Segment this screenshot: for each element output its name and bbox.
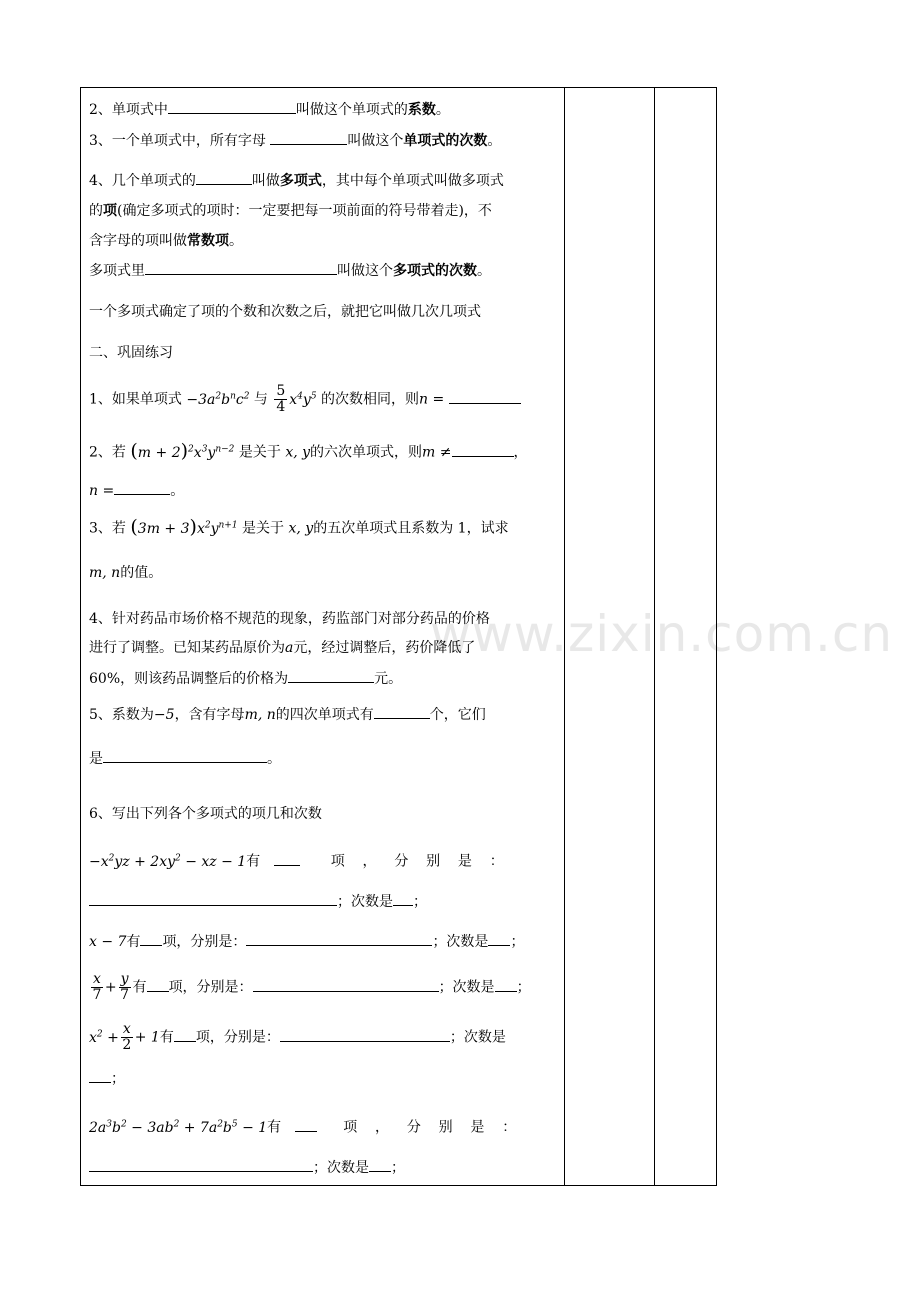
exercise-4-line2: 进行了调整。已知某药品原价为a元，经过调整后，药价降低了 bbox=[89, 640, 476, 656]
watermark: www.zixin.com.cn bbox=[430, 605, 894, 663]
blank[interactable] bbox=[393, 891, 413, 906]
exercise-1: 1、如果单项式 $-3a^2b^nc^2$ 与 $\frac{5}{4}$ $x^4y^5$ 的次数相同，则n = bbox=[89, 384, 521, 415]
def-coefficient: 2、单项式中 叫做这个单项式的系数。 bbox=[89, 99, 450, 121]
def-polynomial-degree: 多项式里 叫做这个多项式的次数。 bbox=[89, 260, 491, 282]
polynomial-1-answer: ；次数是 ； bbox=[89, 891, 427, 913]
blank[interactable] bbox=[369, 1157, 391, 1172]
blank[interactable] bbox=[145, 260, 337, 275]
exercise-3: 3、若 $(3m + 3)x^2y^{n+1}$ 是关于 x, y的五次单项式且系数为 1，试求 bbox=[89, 515, 509, 538]
blank[interactable] bbox=[374, 704, 430, 719]
column-divider-1 bbox=[564, 88, 565, 1185]
polynomial-2: x − 7有 项，分别是： ；次数是 ； bbox=[89, 931, 524, 953]
exercise-5-cont: 是 。 bbox=[89, 748, 281, 770]
exercise-6-title: 6、写出下列各个多项式的项几和次数 bbox=[89, 806, 322, 822]
blank[interactable] bbox=[495, 977, 517, 992]
exercise-2-n: n = 。 bbox=[89, 480, 184, 502]
blank[interactable] bbox=[270, 130, 347, 145]
def-monomial-degree: 3、一个单项式中，所有字母 叫做这个单项式的次数。 bbox=[89, 130, 501, 152]
polynomial-1: $-x^2yz + 2xy^2$ − xz − 1有 项 ， 分 别 是 ： bbox=[89, 847, 504, 873]
blank[interactable] bbox=[114, 480, 170, 495]
def-constant-term: 含字母的项叫做常数项。 bbox=[89, 233, 243, 249]
blank[interactable] bbox=[295, 1117, 317, 1132]
blank[interactable] bbox=[288, 668, 374, 683]
math-expression: $(3m + 3)x^2y^{n+1}$ bbox=[130, 515, 238, 538]
polynomial-4-answer: ； bbox=[89, 1068, 125, 1090]
blank[interactable] bbox=[103, 748, 267, 763]
def-polynomial: 4、几个单项式的 叫做多项式，其中每个单项式叫做多项式 bbox=[89, 170, 504, 192]
blank[interactable] bbox=[280, 1027, 450, 1042]
blank[interactable] bbox=[449, 389, 521, 404]
math-expression: $(m + 2)^2x^3y^{n-2}$ bbox=[130, 439, 235, 462]
blank[interactable] bbox=[89, 1157, 313, 1172]
blank[interactable] bbox=[246, 931, 432, 946]
blank[interactable] bbox=[89, 891, 337, 906]
exercise-4-line3: 60%，则该药品调整后的价格为 元。 bbox=[89, 668, 402, 690]
polynomial-4: $x^2$ + $\frac{x}{2}$ + 1有 项，分别是： ；次数是 bbox=[89, 1021, 506, 1053]
polynomial-3: $\frac{x}{7}$ + $\frac{y}{7}$ 有 项，分别是： ；次数是 ； bbox=[92, 971, 531, 1003]
blank[interactable] bbox=[147, 977, 169, 992]
math-monomial-1: $-3a^2b^nc^2$ bbox=[186, 390, 250, 408]
math-monomial-2: $x^4y^5$ bbox=[289, 390, 317, 408]
polynomial-5-answer: ；次数是 ； bbox=[89, 1157, 405, 1179]
exercise-4-line1: 4、针对药品市场价格不规范的现象，药监部门对部分药品的价格 bbox=[89, 611, 490, 627]
fraction: $\frac{5}{4}$ bbox=[276, 383, 286, 415]
polynomial-5: $2a^3b^2 - 3ab^2 + 7a^2b^5 - 1$有 项 ， 分 别 是 ： bbox=[89, 1113, 516, 1139]
blank[interactable] bbox=[253, 977, 439, 992]
blank[interactable] bbox=[274, 851, 300, 866]
worksheet-table bbox=[80, 87, 717, 1186]
blank[interactable] bbox=[168, 99, 296, 114]
exercise-2: 2、若 $(m + 2)^2x^3y^{n-2}$ 是关于 x, y的六次单项式，则m ≠ ， bbox=[89, 439, 528, 462]
exercise-3-cont: m, n的值。 bbox=[89, 565, 163, 581]
blank[interactable] bbox=[140, 931, 162, 946]
def-term: 的项(确定多项式的项时：一定要把每一项前面的符号带着走)，不 bbox=[89, 203, 492, 219]
def-naming: 一个多项式确定了项的个数和次数之后，就把它叫做几次几项式 bbox=[89, 304, 481, 320]
blank[interactable] bbox=[89, 1068, 111, 1083]
blank[interactable] bbox=[196, 170, 252, 185]
blank[interactable] bbox=[488, 931, 510, 946]
section-title: 二、巩固练习 bbox=[89, 345, 173, 361]
blank[interactable] bbox=[174, 1027, 196, 1042]
column-divider-2 bbox=[654, 88, 655, 1185]
exercise-5: 5、系数为−5，含有字母m, n的四次单项式有 个，它们 bbox=[89, 704, 486, 726]
blank[interactable] bbox=[452, 442, 514, 457]
